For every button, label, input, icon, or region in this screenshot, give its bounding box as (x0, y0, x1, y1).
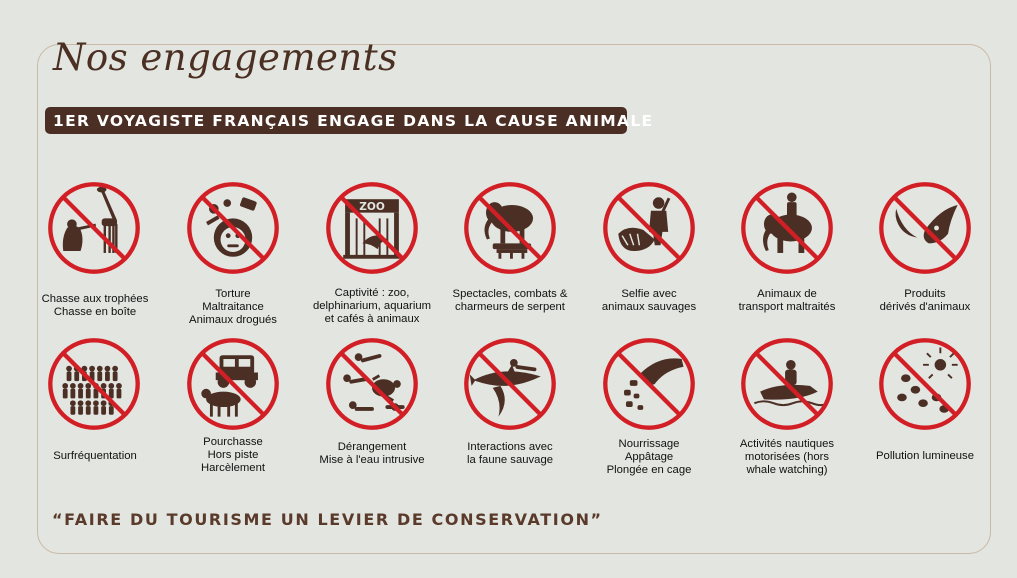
item-label: Produits dérivés d'animaux (879, 288, 971, 314)
svg-text:ZOO: ZOO (359, 201, 385, 214)
item-label: Selfie avec animaux sauvages (601, 288, 697, 314)
swimmer-turtle-icon (324, 336, 420, 432)
item-label: Activités nautiques motorisées (hors whale watching) (739, 438, 835, 477)
banner: 1ER VOYAGISTE FRANÇAIS ENGAGE DANS LA CAUSE ANIMALE (45, 107, 627, 134)
item-label: Captivité : zoo, delphinarium, aquarium et cafés à animaux (312, 287, 432, 326)
crowd-icon (46, 336, 142, 432)
circus-elephant-icon (462, 180, 558, 276)
item-label: Pollution lumineuse (876, 450, 974, 462)
item-label: Interactions avec la faune sauvage (466, 441, 554, 467)
conservation-quote: “FAIRE DU TOURISME UN LEVIER DE CONSERVATION” (52, 510, 603, 529)
item-label: Nourrissage Appâtage Plongée en cage (606, 438, 692, 477)
item-label: Torture Maltraitance Animaux drogués (189, 288, 277, 327)
jeep-chase-icon (185, 336, 281, 432)
jet-ski-icon (739, 336, 835, 432)
item-label: Animaux de transport maltraités (738, 288, 836, 314)
tiger-selfie-icon (601, 180, 697, 276)
item-label: Pourchasse Hors piste Harcèlement (200, 436, 266, 475)
item-label: Spectacles, combats & charmeurs de serpent (452, 288, 568, 314)
chained-monkey-icon (185, 180, 281, 276)
page-title: Nos engagements (53, 36, 398, 79)
zoo-cage-icon (324, 180, 420, 276)
elephant-rider-icon (739, 180, 835, 276)
hand-feeding-icon (601, 336, 697, 432)
dolphin-swimmer-icon (462, 336, 558, 432)
giraffe-hunter-icon (46, 180, 142, 276)
ivory-horn-icon (877, 180, 973, 276)
item-label: Dérangement Mise à l'eau intrusive (319, 441, 425, 467)
item-label: Surfréquentation (53, 450, 137, 462)
item-label: Chasse aux trophées Chasse en boîte (41, 293, 149, 319)
light-turtles-icon (877, 336, 973, 432)
